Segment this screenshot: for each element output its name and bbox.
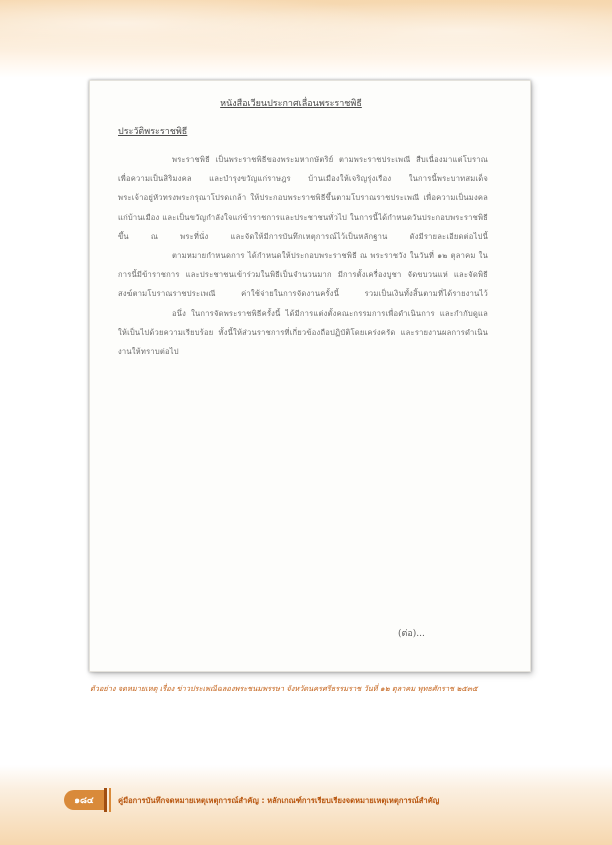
top-decorative-band	[0, 0, 612, 78]
document-paragraph-2: ตามหมายกำหนดการ ได้กำหนดให้ประกอบพระราชพิธี ณ พระราชวัง ในวันที่ ๑๒ ตุลาคม ในการนี้มีข้าราชการ และประชาชนเข้าร่วมในพิธีเป็นจำนวนมาก มีการตั้งเครื่องบูชา จัดขบวนแห่ และจัดพิธีสงฆ์ตามโบราณราชประเพณี ค่าใช้จ่ายในการจัดงานครั้งนี้ รวมเป็นเงินทั้งสิ้นตามที่ได้รายงานไว้	[118, 251, 488, 299]
footer-divider	[104, 788, 107, 812]
document-title: หนังสือเวียนประกาศเลื่อนพระราชพิธี	[220, 99, 362, 109]
document-paragraph-3: อนึ่ง ในการจัดพระราชพิธีครั้งนี้ ได้มีการแต่งตั้งคณะกรรมการเพื่อดำเนินการ และกำกับดูแลให้เป็นไปด้วยความเรียบร้อย ทั้งนี้ให้ส่วนราชการที่เกี่ยวข้องถือปฏิบัติโดยเคร่งครัด และรายงานผลการดำเนินงานให้ทราบต่อไป	[118, 308, 488, 357]
footer-divider-accent	[109, 788, 111, 812]
document-paragraph-1: พระราชพิธี เป็นพระราชพิธีของพระมหากษัตริย์ ตามพระราชประเพณี สืบเนื่องมาแต่โบราณ เพื่อความเป็นสิริมงคล และบำรุงขวัญแก่ราษฎร บ้านเมืองให้เจริญรุ่งเรือง ในการนี้พระบาทสมเด็จพระเจ้าอยู่หัวทรงพระกรุณาโปรดเกล้า ให้ประกอบพระราชพิธีขึ้นตามโบราณราชประเพณี เพื่อความเป็นมงคลแก่บ้านเมือง และเป็นขวัญกำลังใจแก่ข้าราชการและประชาชนทั่วไป ในการนี้ได้กำหนดวันประกอบพระราชพิธีขึ้น ณ พระที่นั่ง และจัดให้มีการบันทึกเหตุการณ์ไว้เป็นหลักฐาน ดังมีรายละเอียดต่อไปนี้	[118, 155, 488, 241]
document-body	[118, 150, 488, 361]
page-number: ๑๘๔	[64, 790, 104, 810]
document-continued-mark: (ต่อ)...	[398, 629, 425, 639]
figure-caption: ตัวอย่าง จดหมายเหตุ เรื่อง ข่าวประเพณีฉลองพระชนมพรรษา จังหวัดนครศรีธรรมราช วันที่ ๑๒ ตุลาคม พุทธศักราช ๒๕๓๕	[90, 684, 478, 693]
document-heading: ประวัติพระราชพิธี	[118, 127, 188, 137]
footer-book-title: คู่มือการบันทึกจดหมายเหตุเหตุการณ์สำคัญ : หลักเกณฑ์การเรียบเรียงจดหมายเหตุเหตุการณ์สำคัญ	[118, 796, 440, 805]
